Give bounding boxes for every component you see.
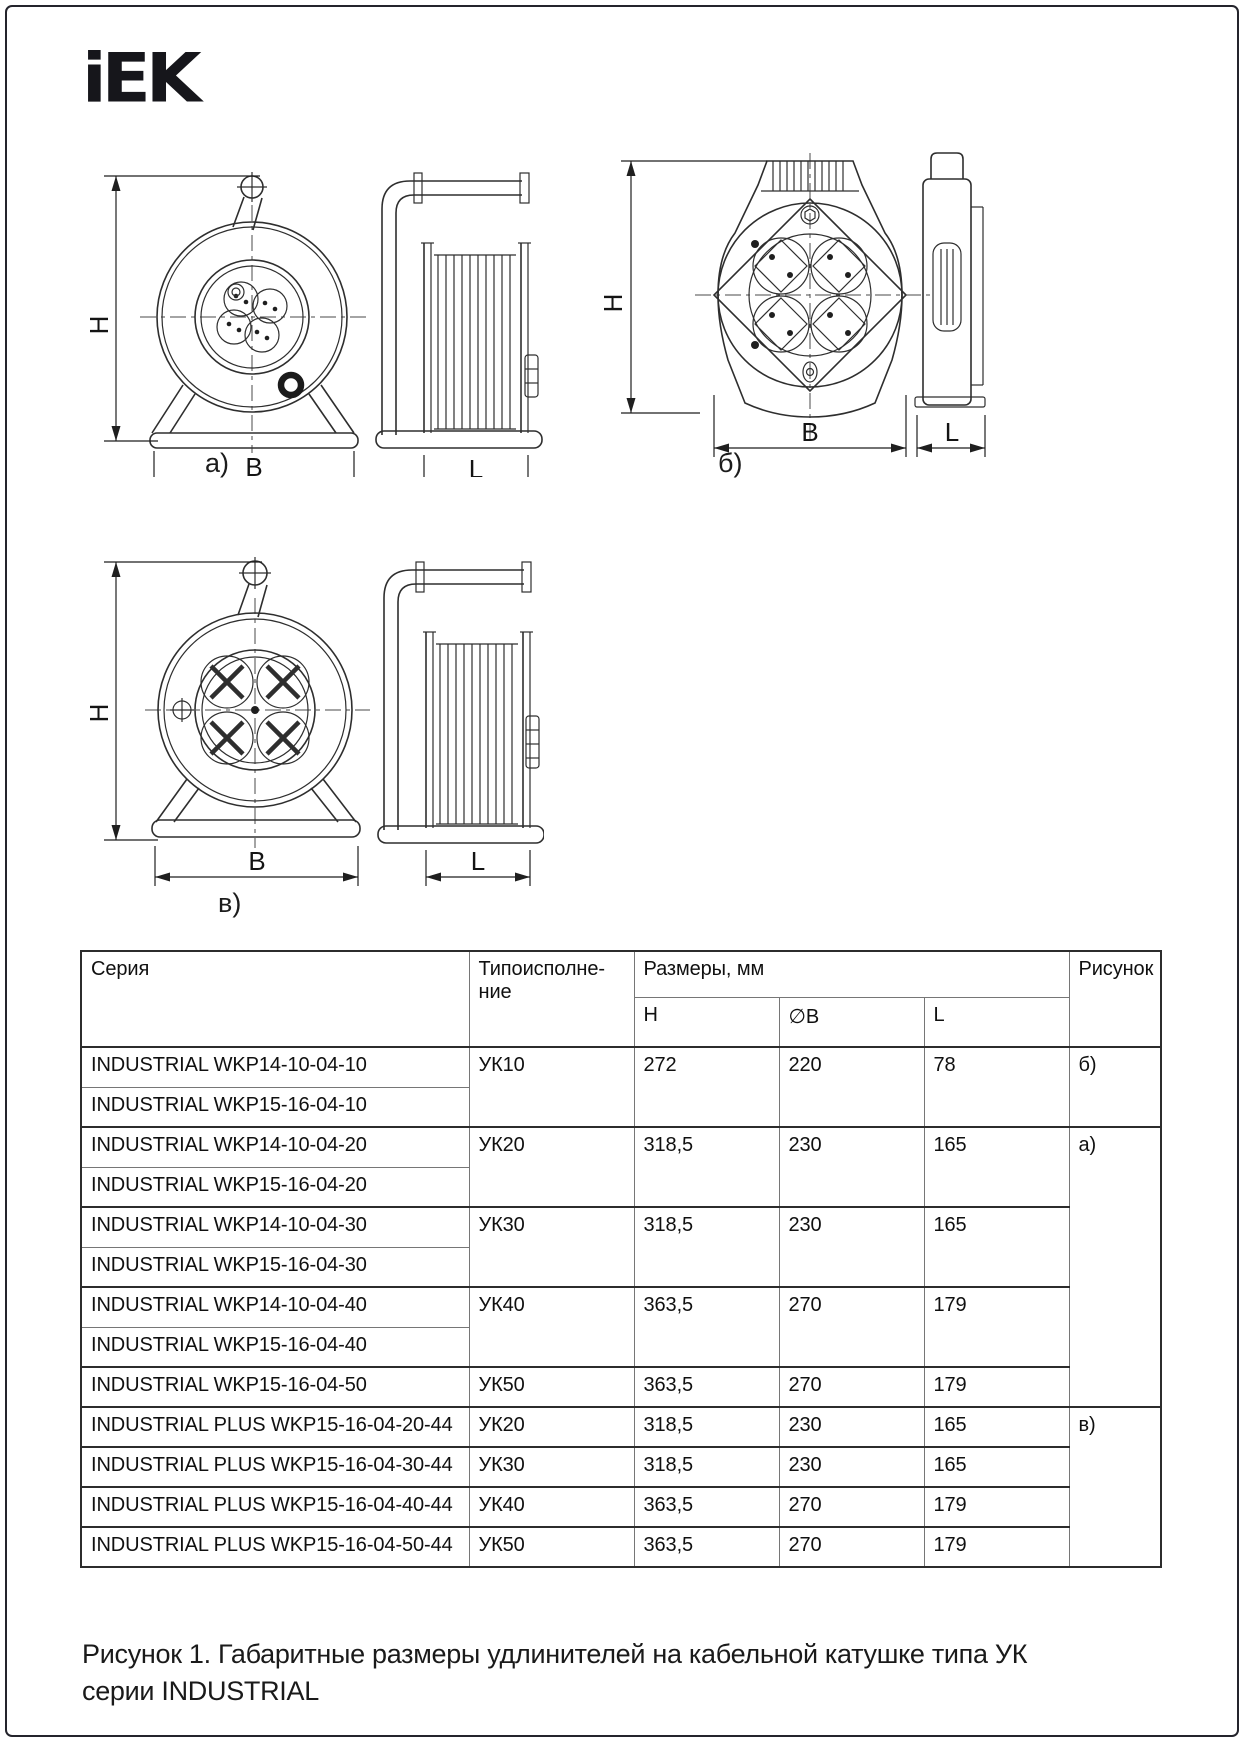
cell-figure: б)	[1069, 1047, 1161, 1127]
cell-db: 270	[779, 1487, 924, 1527]
cell-series: INDUSTRIAL WKP14-10-04-20	[81, 1127, 469, 1167]
cell-figure: в)	[1069, 1407, 1161, 1567]
dim-label-h: H	[598, 293, 628, 313]
reel-b-front-view	[695, 153, 933, 441]
cell-type: УК40	[469, 1487, 634, 1527]
cell-l: 165	[924, 1447, 1069, 1487]
dim-label-h: H	[84, 315, 114, 335]
cell-series: INDUSTRIAL PLUS WKP15-16-04-20-44	[81, 1407, 469, 1447]
dim-label-l: L	[468, 454, 484, 477]
indicator-ring	[281, 375, 301, 395]
cell-h: 272	[634, 1047, 779, 1127]
col-header-series: Серия	[81, 951, 469, 1047]
cell-l: 78	[924, 1047, 1069, 1127]
figure-v-drawing	[70, 498, 544, 896]
cell-db: 230	[779, 1407, 924, 1447]
lock-screw	[170, 698, 194, 722]
dimension-l	[917, 415, 985, 457]
cell-type: УК10	[469, 1047, 634, 1127]
dimension-l	[426, 846, 530, 886]
reel-a-front-view	[140, 172, 366, 453]
cell-db: 230	[779, 1447, 924, 1487]
cell-db: 230	[779, 1207, 924, 1287]
cell-series: INDUSTRIAL WKP14-10-04-10	[81, 1047, 469, 1087]
cell-l: 179	[924, 1287, 1069, 1367]
reel-b-side-view	[915, 153, 985, 407]
cell-h: 318,5	[634, 1127, 779, 1207]
cable-coils	[436, 644, 518, 824]
dimension-h	[598, 161, 767, 413]
cell-type: УК20	[469, 1127, 634, 1207]
dim-label-l: L	[944, 417, 960, 447]
cell-h: 363,5	[634, 1527, 779, 1567]
cell-series: INDUSTRIAL WKP14-10-04-30	[81, 1207, 469, 1247]
table-row	[81, 1487, 1161, 1527]
dim-label-b: B	[245, 452, 263, 477]
cell-db: 270	[779, 1527, 924, 1567]
col-header-dimensions: Размеры, мм	[634, 951, 1069, 997]
cell-h: 363,5	[634, 1287, 779, 1367]
cell-h: 363,5	[634, 1367, 779, 1407]
dimension-b	[154, 451, 354, 477]
col-header-type: Типоисполне- ние	[469, 951, 634, 1047]
cell-series: INDUSTRIAL WKP15-16-04-40	[81, 1327, 469, 1367]
table-row	[81, 1287, 1161, 1327]
figure-caption	[82, 1636, 1102, 1710]
cell-series: INDUSTRIAL WKP15-16-04-50	[81, 1367, 469, 1407]
dimensions-table	[80, 950, 1162, 1568]
cell-series: INDUSTRIAL WKP15-16-04-20	[81, 1167, 469, 1207]
dimension-l	[424, 454, 528, 477]
col-header-figure: Рисунок	[1069, 951, 1161, 1047]
cell-type: УК30	[469, 1447, 634, 1487]
cell-h: 318,5	[634, 1407, 779, 1447]
figure-a-drawing	[70, 145, 544, 477]
cell-figure: а)	[1069, 1127, 1161, 1407]
cell-l: 179	[924, 1487, 1069, 1527]
dim-label-h: H	[84, 703, 114, 723]
cell-series: INDUSTRIAL PLUS WKP15-16-04-50-44	[81, 1527, 469, 1567]
col-header-l: L	[924, 997, 1069, 1047]
table-row	[81, 1047, 1161, 1087]
dimension-b	[155, 846, 358, 886]
stand	[152, 779, 360, 837]
figure-b-drawing	[595, 145, 1015, 465]
table-row	[81, 1407, 1161, 1447]
table-row	[81, 1447, 1161, 1487]
cell-series: INDUSTRIAL WKP15-16-04-30	[81, 1247, 469, 1287]
figure-caption-line2: серии INDUSTRIAL	[82, 1676, 319, 1706]
cell-series: INDUSTRIAL PLUS WKP15-16-04-40-44	[81, 1487, 469, 1527]
table-row	[81, 1527, 1161, 1567]
cell-l: 165	[924, 1207, 1069, 1287]
reel-v-front-view	[145, 557, 370, 848]
cell-series: INDUSTRIAL WKP15-16-04-10	[81, 1087, 469, 1127]
figure-caption-line1: Рисунок 1. Габаритные размеры удлинителей на кабельной катушке типа УК	[82, 1639, 1028, 1669]
cell-l: 165	[924, 1407, 1069, 1447]
dim-label-b: B	[248, 846, 266, 876]
cell-db: 270	[779, 1367, 924, 1407]
cell-h: 363,5	[634, 1487, 779, 1527]
col-header-h: H	[634, 997, 779, 1047]
figure-v-label: в)	[218, 888, 242, 918]
cell-db: 220	[779, 1047, 924, 1127]
col-header-db: ∅B	[779, 997, 924, 1047]
cell-l: 179	[924, 1527, 1069, 1567]
cell-series: INDUSTRIAL PLUS WKP15-16-04-30-44	[81, 1447, 469, 1487]
cell-l: 179	[924, 1367, 1069, 1407]
reel-v-side-view	[378, 562, 544, 843]
cell-type: УК40	[469, 1287, 634, 1367]
dim-label-b: B	[801, 417, 819, 447]
cell-series: INDUSTRIAL WKP14-10-04-40	[81, 1287, 469, 1327]
cell-type: УК20	[469, 1407, 634, 1447]
cell-type: УК50	[469, 1527, 634, 1567]
cell-h: 318,5	[634, 1207, 779, 1287]
table-row	[81, 1207, 1161, 1247]
cell-h: 318,5	[634, 1447, 779, 1487]
figure-b-label: б)	[718, 448, 743, 478]
table-row	[81, 1127, 1161, 1167]
cell-l: 165	[924, 1127, 1069, 1207]
dim-label-l: L	[470, 846, 486, 876]
reel-a-side-view	[376, 173, 542, 448]
cell-db: 270	[779, 1287, 924, 1367]
cable-coils	[434, 255, 516, 429]
cell-type: УК50	[469, 1367, 634, 1407]
cell-db: 230	[779, 1127, 924, 1207]
iek-logo: iEK	[82, 38, 197, 118]
cell-type: УК30	[469, 1207, 634, 1287]
table-row	[81, 1367, 1161, 1407]
figure-a-label: а)	[205, 448, 230, 478]
stand	[150, 385, 358, 448]
